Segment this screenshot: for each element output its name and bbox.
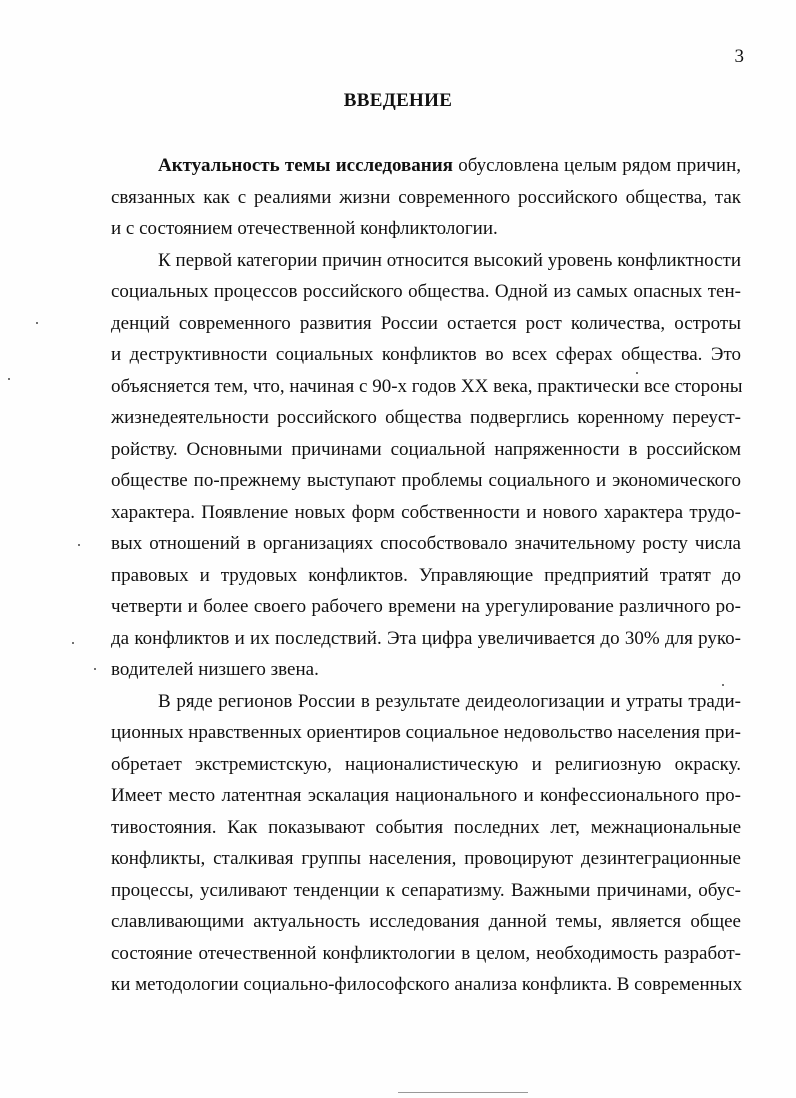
scan-speck — [36, 322, 38, 324]
paragraph-2-line: четверти и более своего рабочего времени на урегулирование различного ро- — [111, 596, 741, 617]
paragraph-2-line: да конфликтов и их последствий. Эта цифра увеличивается до 30% для руко- — [111, 627, 741, 649]
scan-speck — [72, 642, 74, 644]
paragraph-3-line: обретает экстремистскую, националистическую и религиозную окраску. — [111, 753, 741, 775]
paragraph-3-line: процессы, усиливают тенденции к сепаратизму. Важными причинами, обус- — [111, 879, 741, 901]
paragraph-2-line: характера. Появление новых форм собственности и нового характера трудо- — [111, 501, 741, 523]
paragraph-2-line: объясняется тем, что, начиная с 90-х годов XX века, практически все стороны — [111, 375, 743, 397]
paragraph-2-line: вых отношений в организациях способствовало значительному росту числа — [111, 533, 741, 554]
page-title: ВВЕДЕНИЕ — [343, 90, 453, 111]
paragraph-3-line: В ряде регионов России в результате деидеологизации и утраты тради- — [158, 690, 741, 712]
scan-artifact-line — [398, 1092, 528, 1093]
scan-speck — [8, 378, 10, 380]
paragraph-2-line: ройству. Основными причинами социальной напряженности в российском — [111, 438, 741, 460]
scan-speck — [636, 372, 638, 374]
paragraph-2-line: К первой категории причин относится высокий уровень конфликтности — [158, 249, 741, 271]
paragraph-1-line-2: связанных как с реалиями жизни современного российского общества, так — [111, 186, 741, 208]
paragraph-2-line: жизнедеятельности российского общества подверглись коренному переуст- — [111, 407, 741, 428]
paragraph-2-line: социальных процессов российского общества. Одной из самых опасных тен- — [111, 281, 741, 302]
paragraph-2-line: обществе по-прежнему выступают проблемы социального и экономического — [111, 470, 741, 491]
page-number: 3 — [734, 46, 744, 67]
scan-speck — [94, 668, 96, 670]
line-text: обусловлена целым рядом причин, — [452, 155, 742, 176]
paragraph-3-line: славливающими актуальность исследования данной темы, является общее — [111, 911, 741, 932]
paragraph-3-line: состояние отечественной конфликтологии в целом, необходимость разработ- — [111, 942, 741, 964]
paragraph-3-line: конфликты, сталкивая группы населения, провоцируют дезинтеграционные — [111, 848, 741, 869]
scan-speck — [78, 544, 80, 546]
paragraph-1-line-1 — [111, 150, 741, 182]
paragraph-1-line-3: и с состоянием отечественной конфликтологии. — [111, 218, 498, 239]
scan-speck — [722, 684, 724, 686]
bold-lead: Актуальность темы исследования — [158, 155, 453, 176]
paragraph-3-line: ки методологии социально-философского анализа конфликта. В современных — [111, 974, 743, 995]
paragraph-3-line: ционных нравственных ориентиров социальное недовольство населения при- — [111, 722, 741, 743]
paragraph-2-line: денций современного развития России остается рост количества, остроты — [111, 312, 741, 334]
paragraph-2-line: водителей низшего звена. — [111, 659, 319, 680]
body-text — [111, 150, 741, 1001]
paragraph-3-line: тивостояния. Как показывают события последних лет, межнациональные — [111, 816, 741, 838]
paragraph-3-line: Имеет место латентная эскалация национального и конфессионального про- — [111, 785, 741, 806]
paragraph-2-line: и деструктивности социальных конфликтов во всех сферах общества. Это — [111, 344, 741, 365]
paragraph-2-line: правовых и трудовых конфликтов. Управляющие предприятий тратят до — [111, 564, 741, 586]
